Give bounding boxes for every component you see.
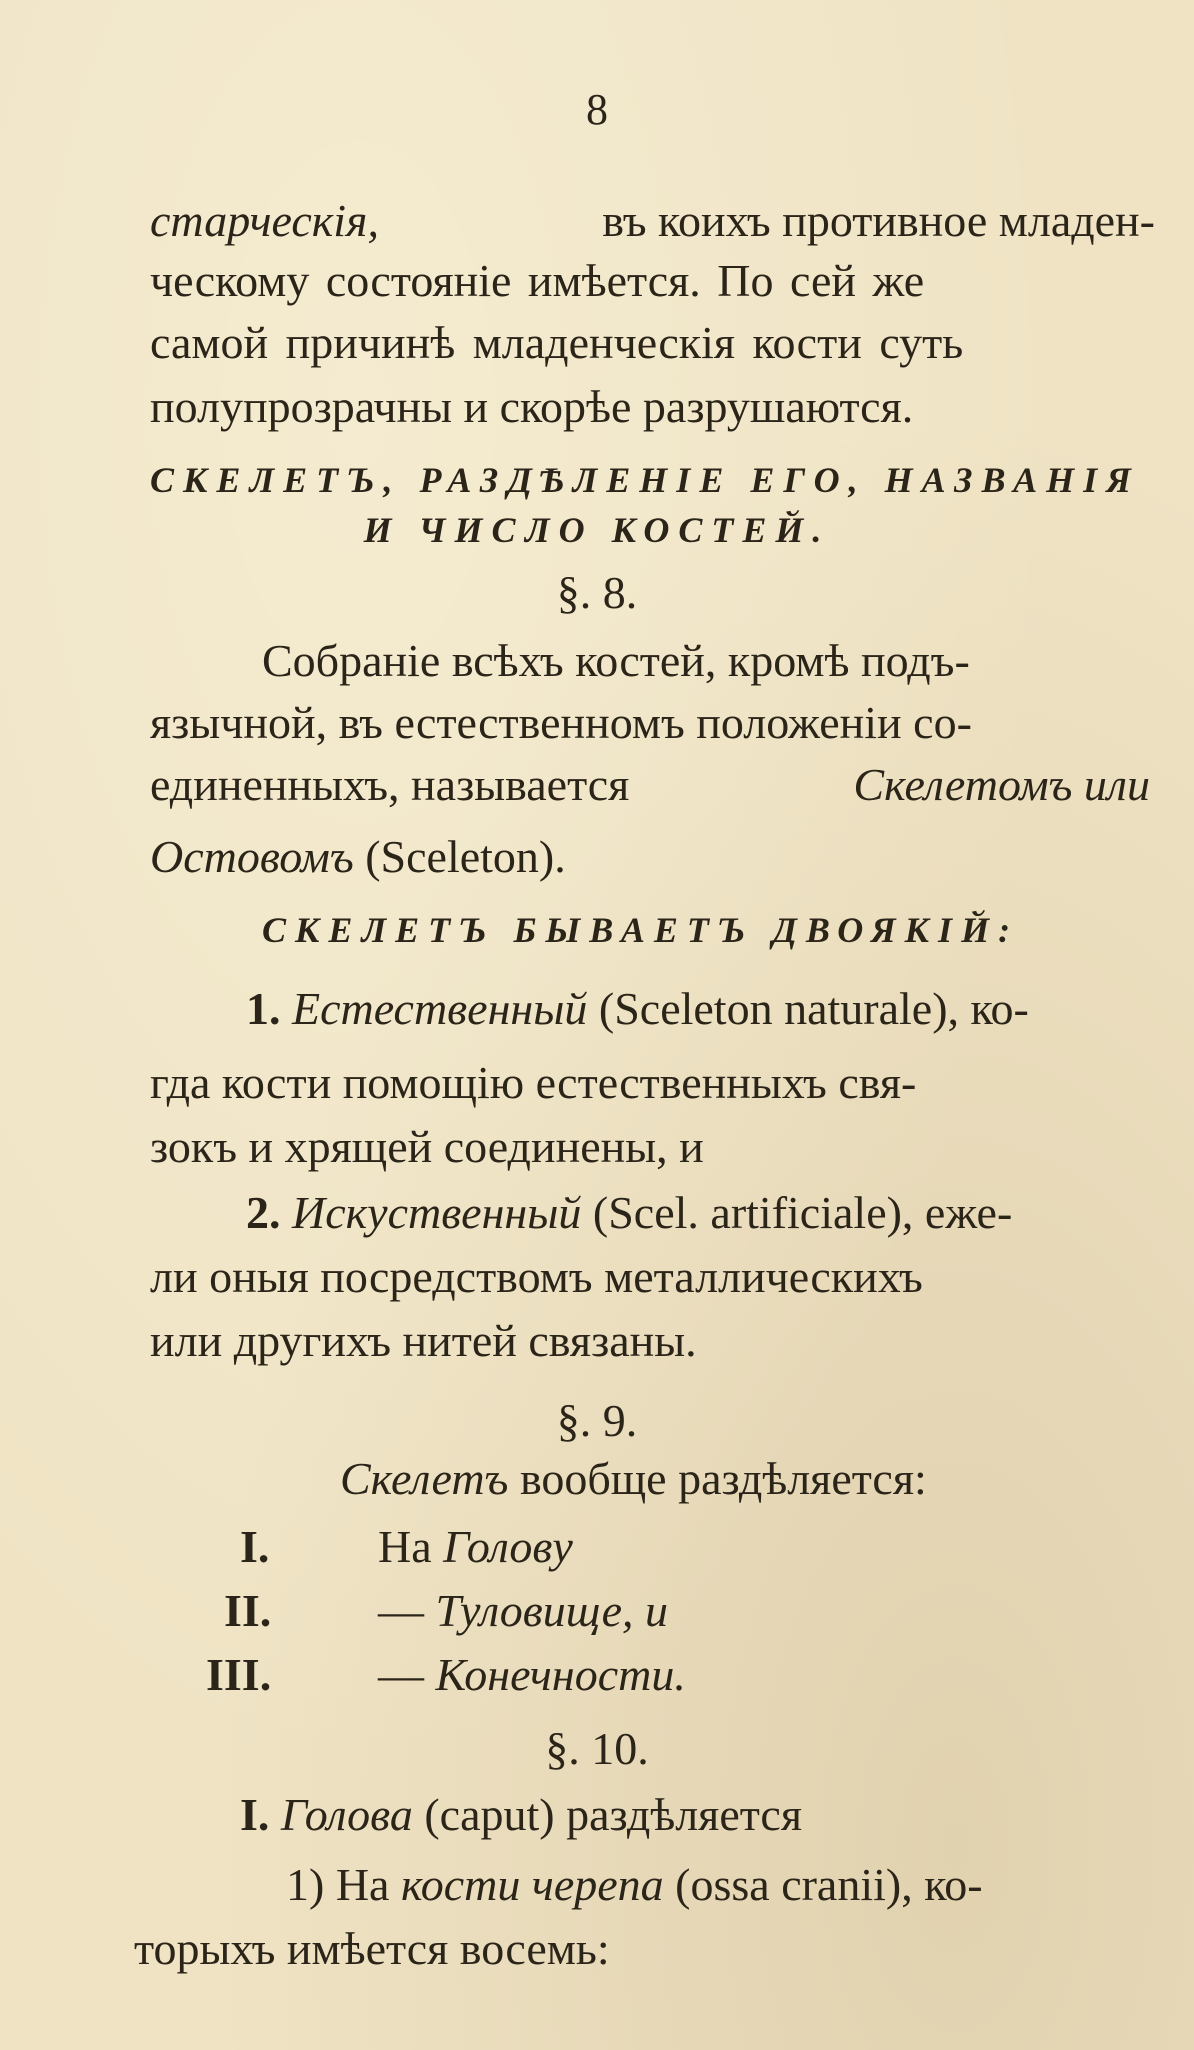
text-span: (ossa cranii), ко- — [675, 1859, 983, 1910]
item-number: 1. — [246, 983, 281, 1034]
italic-term: Конечности. — [435, 1649, 686, 1700]
text-span: (Scel. artificiale), еже- — [592, 1187, 1013, 1238]
paragraph-number: §. 10. — [545, 1723, 649, 1774]
text-span: — — [378, 1585, 424, 1636]
roman-numeral: II. — [224, 1585, 272, 1636]
text-span: (caput) раздѣляется — [424, 1789, 802, 1840]
text-line: Собраніе всѣхъ костей, кромѣ подъ- — [262, 635, 970, 686]
division-row — [378, 1585, 669, 1636]
text-line — [286, 1859, 983, 1910]
text-span: — — [378, 1649, 424, 1700]
text-span: 1) На — [286, 1859, 390, 1910]
text-line: ческому состояніе имѣется. По сей же — [150, 255, 925, 306]
section-heading: СКЕЛЕТЪ БЫВАЕТЪ ДВОЯКІЙ: — [262, 910, 1020, 950]
text-span: единенныхъ, называется — [150, 759, 630, 810]
text-line — [150, 831, 566, 882]
text-line: ли оныя посредствомъ металлическихъ — [150, 1251, 923, 1302]
section-heading: СКЕЛЕТЪ, РАЗДѢЛЕНІЕ ЕГО, НАЗВАНІЯ — [150, 460, 1140, 500]
division-row — [224, 1585, 272, 1636]
text-line — [240, 1789, 802, 1840]
italic-term: Естественный — [292, 983, 588, 1034]
division-row — [206, 1649, 272, 1700]
text-line — [150, 195, 1155, 246]
text-span: (Sceleton naturale), ко- — [598, 983, 1029, 1034]
text-line: или другихъ нитей связаны. — [150, 1315, 697, 1366]
list-item-line — [246, 983, 1029, 1034]
italic-term: Остовомъ — [150, 831, 354, 882]
text-span: вообще раздѣляется: — [519, 1453, 927, 1504]
italic-term: кости черепа — [400, 1859, 664, 1910]
text-line: язычной, въ естественномъ положеніи со- — [150, 697, 972, 748]
text-line: полупрозрачны и скорѣе разрушаются. — [150, 381, 914, 432]
text-span: На — [378, 1521, 432, 1572]
italic-term: Скелетомъ или — [853, 759, 1150, 810]
section-heading: И ЧИСЛО КОСТЕЙ. — [363, 510, 831, 550]
text-line — [340, 1453, 927, 1504]
list-item-line — [246, 1187, 1013, 1238]
italic-term: Скелетъ — [340, 1453, 509, 1504]
text-line: самой причинѣ младенческія кости суть — [150, 317, 964, 368]
text-line: гда кости помощію естественныхъ свя- — [150, 1057, 917, 1108]
division-row — [240, 1521, 270, 1572]
italic-word: старческія, — [150, 195, 379, 246]
text-line — [150, 759, 1150, 810]
text-line: торыхъ имѣется восемь: — [134, 1923, 610, 1974]
italic-term: Голову — [443, 1521, 573, 1572]
italic-term: Голова — [280, 1789, 413, 1840]
text-span: (Sceleton). — [365, 831, 566, 882]
item-number: 2. — [246, 1187, 281, 1238]
text-line: зокъ и хрящей соединены, и — [150, 1121, 704, 1172]
division-row — [378, 1649, 686, 1700]
italic-term: Искуственный — [292, 1187, 582, 1238]
italic-term: Туловище, и — [435, 1585, 669, 1636]
roman-numeral: III. — [206, 1649, 272, 1700]
paragraph-number: §. 9. — [556, 1395, 638, 1446]
page-number: 8 — [586, 85, 608, 134]
division-row — [378, 1521, 573, 1572]
paragraph-number: §. 8. — [556, 567, 638, 618]
roman-numeral: I. — [240, 1789, 270, 1840]
roman-numeral: I. — [240, 1521, 270, 1572]
text-span: въ коихъ противное младен- — [602, 195, 1155, 246]
